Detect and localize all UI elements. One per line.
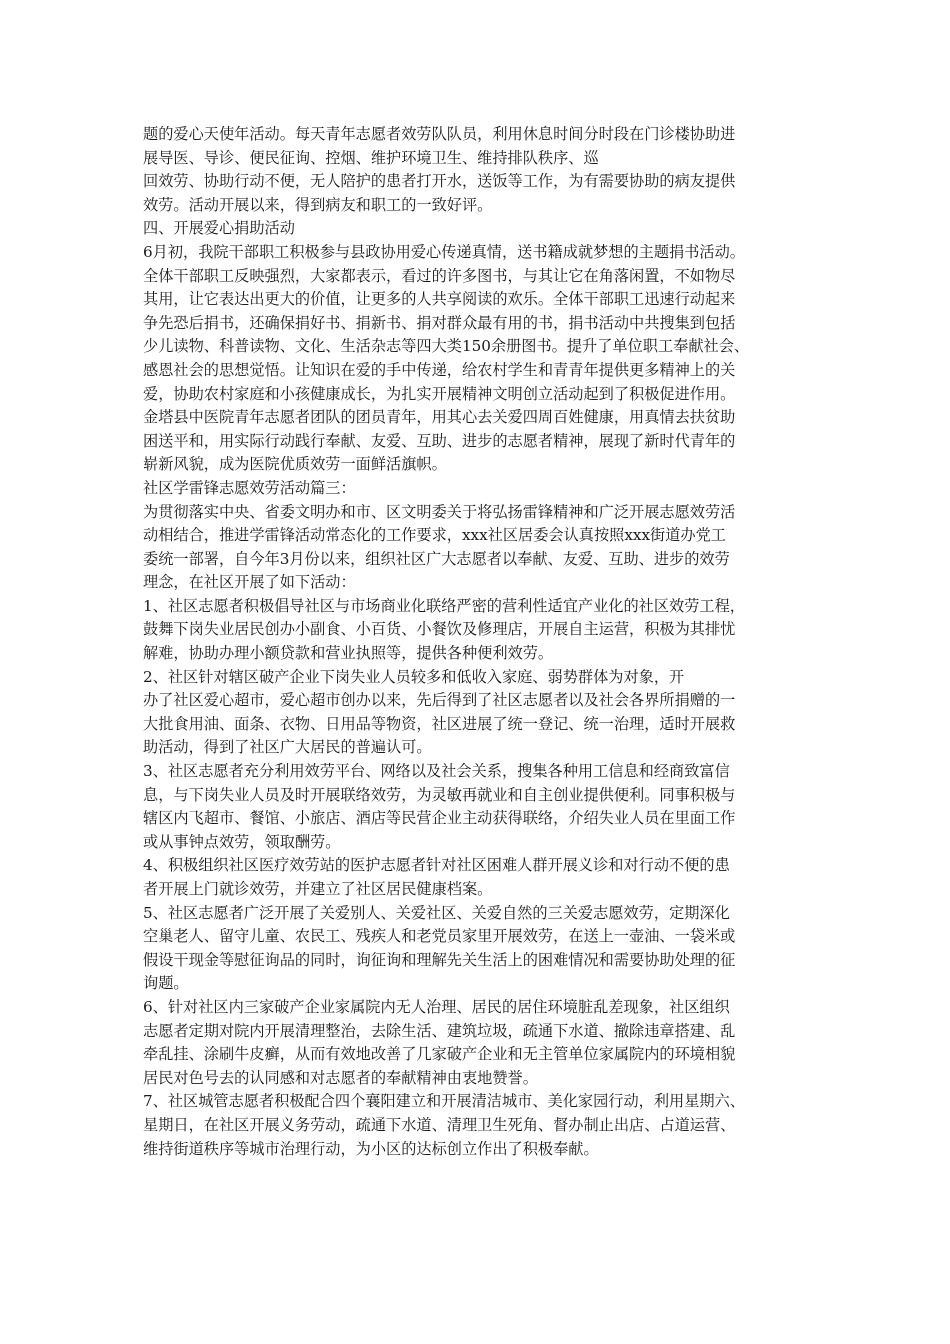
text-line: 感恩社会的思想觉悟。让知识在爱的手中传递，给农村学生和青青年提供更多精神上的关 [143,360,736,379]
text-line: 动相结合，推进学雷锋活动常态化的工作要求，xxx社区居委会认真按照xxx街道办党工 [143,526,726,545]
text-line: 助活动，得到了社区广大居民的普遍认可。 [143,738,432,757]
text-line: 询题。 [143,974,189,993]
text-line: 展导医、导诊、便民征询、控烟、维护环境卫生、维持排队秩序、巡 [143,148,599,167]
text-line: 4、积极组织社区医疗效劳站的医护志愿者针对社区困难人群开展义诊和对行动不便的患 [143,856,730,875]
text-line: 鼓舞下岗失业居民创办小副食、小百货、小餐饮及修理店，开展自主运营，积极为其排忧 [143,620,736,639]
text-line: 崭新风貌，成为医院优质效劳一面鲜活旗帜。 [143,455,447,474]
text-line: 者开展上门就诊效劳，并建立了社区居民健康档案。 [143,880,493,898]
text-line: 金塔县中医院青年志愿者团队的团员青年，用其心去关爱四周百姓健康，用真情去扶贫助 [143,408,736,427]
text-line: 少儿读物、科普读物、文化、生活杂志等四大类150余册图书。提升了单位职工奉献社会、 [143,337,750,356]
text-line: 1、社区志愿者积极倡导社区与市场商业化联络严密的营利性适宜产业化的社区效劳工程， [143,596,745,615]
text-line: 3、社区志愿者充分利用效劳平台、网络以及社会关系，搜集各种用工信息和经商致富信 [143,762,730,781]
text-line: 为贯彻落实中央、省委文明办和市、区文明委关于将弘扬雷锋精神和广泛开展志愿效劳活 [143,502,736,521]
text-line: 星期日，在社区开展义务劳动，疏通下水道、清理卫生死角、督办制止出店、占道运营、 [143,1115,736,1134]
text-line: 志愿者定期对院内开展清理整治，去除生活、建筑垃圾，疏通下水道、撤除违章搭建、乱 [143,1021,736,1040]
text-line: 居民对色号去的认同感和对志愿者的奉献精神由衷地赞誉。 [143,1068,538,1087]
text-line: 维持街道秩序等城市治理行动，为小区的达标创立作出了积极奉献。 [143,1139,599,1158]
text-line: 或从事钟点效劳，领取酬劳。 [143,832,341,851]
text-line: 全体干部职工反映强烈，大家都表示，看过的许多图书，与其让它在角落闲置，不如物尽 [143,266,736,285]
text-line: 息，与下岗失业人员及时开展联络效劳，为灵敏再就业和自主创业提供便利。同事积极与 [143,785,736,804]
text-line: 题的爱心天使年活动。每天青年志愿者效劳队队员，利用休息时间分时段在门诊楼协助进 [143,125,736,143]
text-line: 办了社区爱心超市，爱心超市创办以来，先后得到了社区志愿者以及社会各界所捐赠的一 [143,691,736,710]
text-line: 6、针对社区内三家破产企业家属院内无人治理、居民的居住环境脏乱差现象，社区组织 [143,997,730,1016]
text-line: 7、社区城管志愿者积极配合四个襄阳建立和开展清洁城市、美化家园行动，利用星期六、 [143,1092,745,1111]
text-line: 2、社区针对辖区破产企业下岗失业人员较多和低收入家庭、弱势群体为对象，开 [143,667,685,686]
text-line: 解难，协助办理小额贷款和营业执照等，提供各种便利效劳。 [143,644,554,663]
text-line: 理念，在社区开展了如下活动： [143,573,356,592]
document-body [143,123,823,1161]
section-heading: 四、开展爱心捐助活动 [143,219,295,238]
text-line: 5、社区志愿者广泛开展了关爱别人、关爱社区、关爱自然的三关爱志愿效劳，定期深化 [143,903,730,922]
text-line: 辖区内飞超市、餐馆、小旅店、酒店等民营企业主动获得联络，介绍失业人员在里面工作 [143,809,736,828]
text-line: 6月初，我院干部职工积极参与县政协用爱心传递真情，送书籍成就梦想的主题捐书活动。 [143,242,745,261]
text-line: 大批食用油、面条、衣物、日用品等物资，社区进展了统一登记、统一治理，适时开展救 [143,714,736,733]
text-line: 空巢老人、留守儿童、农民工、残疾人和老党员家里开展效劳，在送上一壶油、一袋米或 [143,927,736,946]
text-line: 效劳。活动开展以来，得到病友和职工的一致好评。 [143,195,493,214]
text-line: 爱，协助农村家庭和小孩健康成长，为扎实开展精神文明创立活动起到了积极促进作用。 [143,384,736,403]
text-line: 困送平和，用实际行动践行奉献、友爱、互助、进步的志愿者精神，展现了新时代青年的 [143,431,736,450]
text-line: 牵乱挂、涂刷牛皮癣，从而有效地改善了几家破产企业和无主管单位家属院内的环境相貌 [143,1045,736,1064]
section-heading: 社区学雷锋志愿效劳活动篇三： [143,478,356,497]
text-line: 回效劳、协助行动不便，无人陪护的患者打开水，送饭等工作，为有需要协助的病友提供 [143,172,736,191]
text-line: 委统一部署，自今年3月份以来，组织社区广大志愿者以奉献、友爱、互助、进步的效劳 [143,549,730,568]
text-line: 争先恐后捐书，还确保捐好书、捐新书、捐对群众最有用的书，捐书活动中共搜集到包括 [143,313,736,332]
text-line: 假设干现金等慰征询品的同时，询征询和理解先关生活上的困难情况和需要协助处理的征 [143,950,736,969]
text-line: 其用，让它表达出更大的价值，让更多的人共享阅读的欢乐。全体干部职工迅速行动起来 [143,290,736,309]
